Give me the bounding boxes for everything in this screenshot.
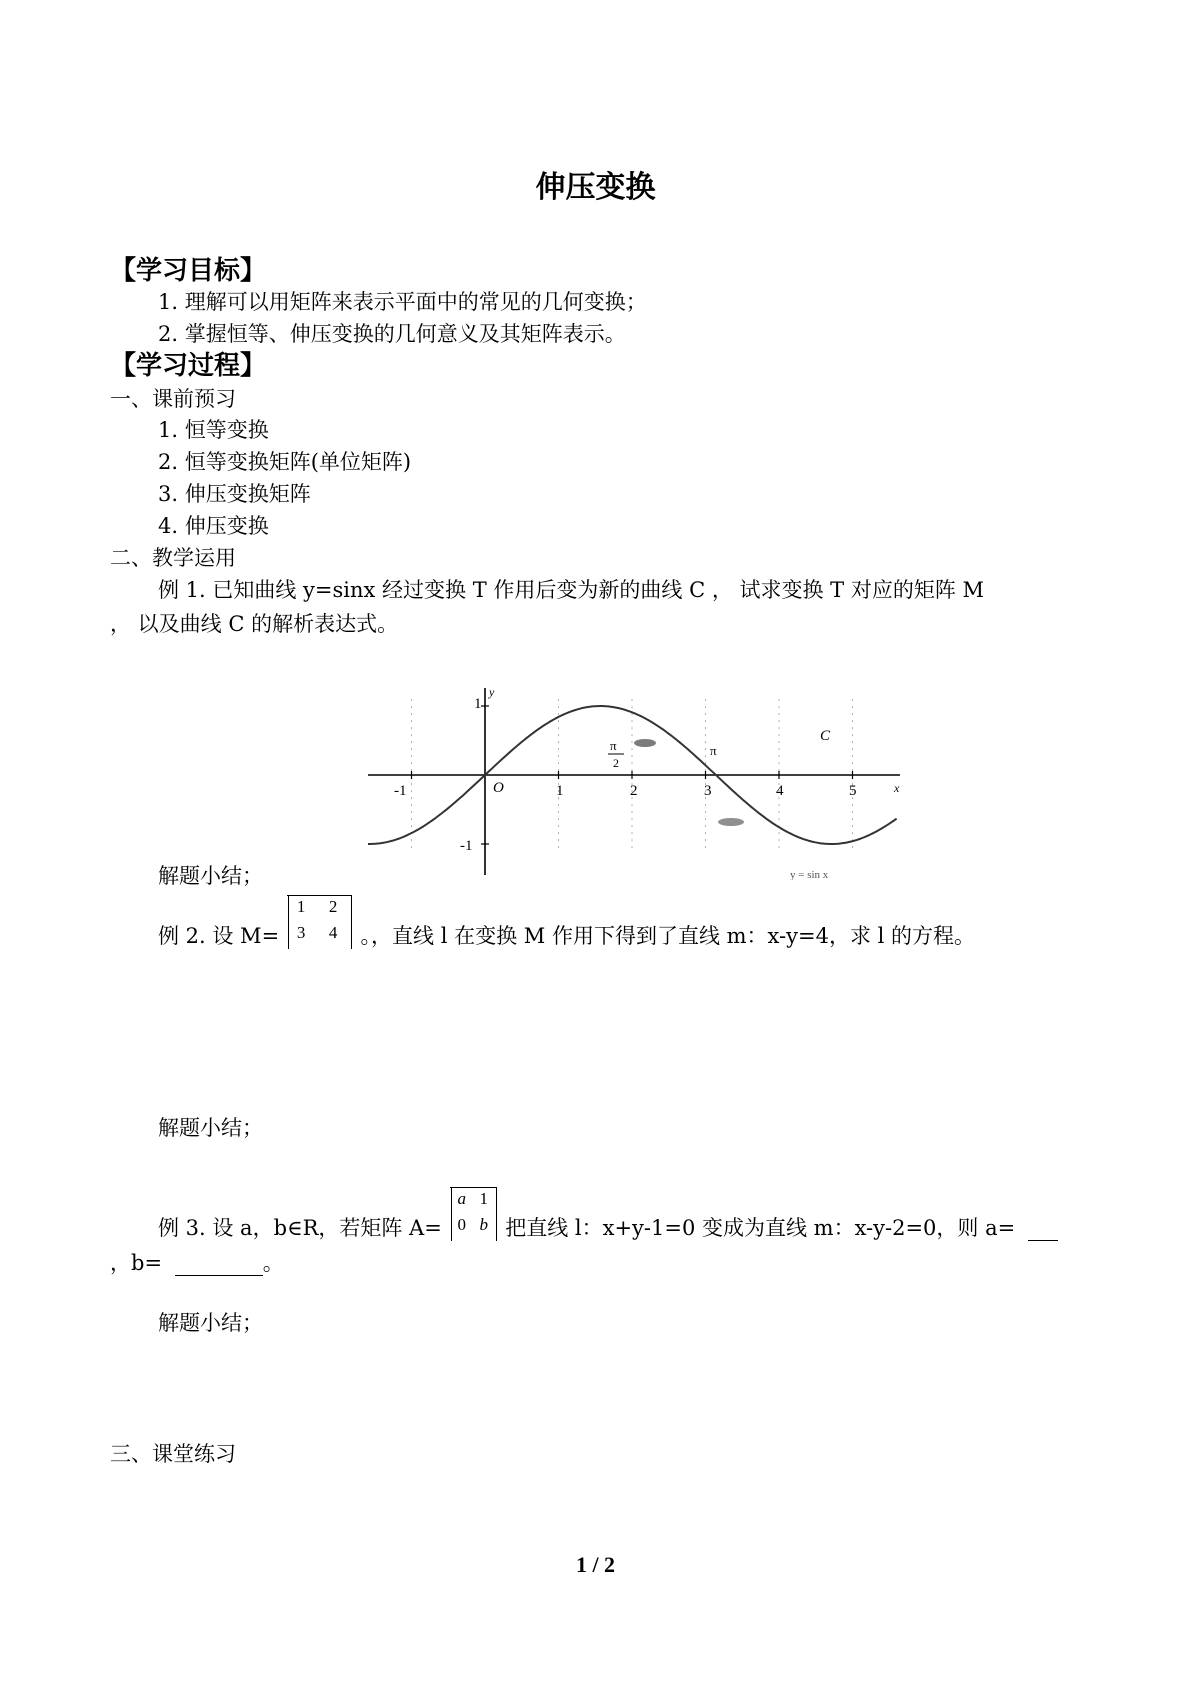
preview-heading: 一、课前预习: [110, 387, 236, 411]
process-heading: 【学习过程】: [110, 351, 267, 381]
matrix-m-cell: 2: [328, 896, 338, 916]
tick-label-neg1: -1: [394, 783, 407, 799]
answer-blank-b[interactable]: [175, 1251, 263, 1276]
curve-c-label: C: [820, 728, 831, 744]
y-tick-label-1: 1: [474, 696, 482, 712]
matrix-a-cell: 1: [479, 1188, 489, 1208]
y-axis-label: y: [489, 685, 495, 699]
preview-item-2: 2. 恒等变换矩阵(单位矩阵): [158, 450, 412, 474]
x-axis-label: x: [894, 781, 900, 795]
answer-blank-a[interactable]: [1028, 1216, 1058, 1241]
origin-label: O: [493, 780, 504, 796]
matrix-m: [288, 895, 352, 949]
scan-smudge: [634, 739, 656, 747]
example3-line1: [158, 1188, 1058, 1242]
example3-line2-suffix: 。: [262, 1251, 284, 1275]
matrix-m-cell: 3: [296, 922, 306, 942]
matrix-a-cell: a: [457, 1188, 467, 1208]
example1-summary: 解题小结；: [158, 864, 263, 888]
example3-line2-prefix: ，b=: [110, 1251, 163, 1275]
tick-label-3: 3: [704, 783, 712, 799]
example1-line1: 例 1. 已知曲线 y=sinx 经过变换 T 作用后变为新的曲线 C ， 试求变换 T 对应的矩阵 M: [158, 578, 985, 602]
tick-label-1: 1: [556, 783, 564, 799]
matrix-m-cell: 4: [328, 922, 338, 942]
function-label: y = sin x: [790, 869, 829, 880]
example1-line2: ， 以及曲线 C 的解析表达式。: [110, 612, 399, 636]
example2-prefix: 例 2. 设 M=: [158, 924, 280, 948]
scan-smudge: [718, 818, 744, 826]
matrix-m-cell: 1: [296, 896, 306, 916]
y-tick-label-neg1: -1: [460, 838, 473, 854]
pi-half-numerator: π: [610, 738, 617, 753]
example3-prefix: 例 3. 设 a，b∈R，若矩阵 A=: [158, 1216, 442, 1240]
matrix-a-cell: b: [479, 1214, 489, 1234]
matrix-a-cell: 0: [457, 1214, 467, 1234]
example2-summary: 解题小结；: [158, 1116, 263, 1140]
objective-item-1: 1. 理解可以用矩阵来表示平面中的常见的几何变换；: [158, 290, 647, 314]
objectives-heading: 【学习目标】: [110, 256, 267, 286]
example2-suffix: 。，直线 l 在变换 M 作用下得到了直线 m：x-y=4，求 l 的方程。: [360, 924, 976, 948]
application-heading: 二、教学运用: [110, 546, 236, 570]
tick-label-4: 4: [776, 783, 784, 799]
preview-item-3: 3. 伸压变换矩阵: [158, 482, 311, 506]
objective-item-2: 2. 掌握恒等、伸压变换的几何意义及其矩阵表示。: [158, 322, 626, 346]
preview-item-1: 1. 恒等变换: [158, 418, 269, 442]
pi-label: π: [710, 743, 717, 758]
example3-suffix: 把直线 l：x+y-1=0 变成为直线 m：x-y-2=0，则 a=: [505, 1216, 1016, 1240]
sine-graph: [368, 680, 908, 880]
example2-line: [158, 896, 976, 950]
page-number: 1 / 2: [575, 1552, 616, 1577]
pi-half-denominator: 2: [613, 756, 619, 770]
example3-line2: [110, 1247, 284, 1277]
tick-label-2: 2: [630, 783, 638, 799]
practice-heading: 三、课堂练习: [110, 1442, 236, 1466]
page-title: 伸压变换: [535, 170, 656, 205]
matrix-a: [451, 1187, 497, 1241]
tick-label-5: 5: [849, 783, 857, 799]
example3-summary: 解题小结；: [158, 1311, 263, 1335]
preview-item-4: 4. 伸压变换: [158, 514, 269, 538]
